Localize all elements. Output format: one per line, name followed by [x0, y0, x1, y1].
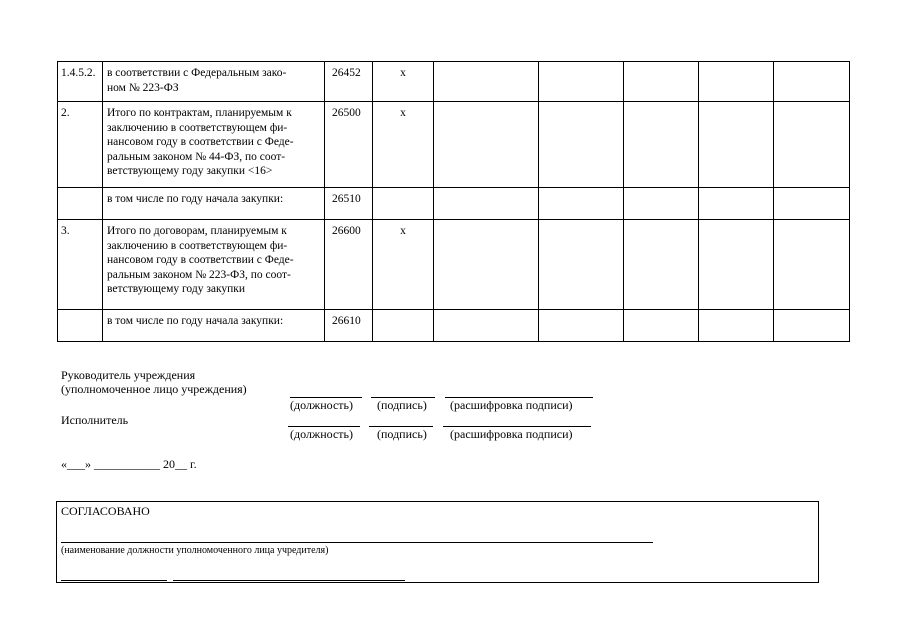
row-empty-cell — [699, 188, 774, 220]
row-description-line: ральным законом № 223-ФЗ, по соот- — [107, 268, 291, 281]
row-code-cell: 26500 — [325, 102, 373, 188]
row-code-cell: 26610 — [325, 310, 373, 342]
row-description-line: в том числе по году начала закупки: — [107, 193, 284, 205]
row-number-cell: 1.4.5.2. — [58, 62, 103, 102]
row-empty-cell — [624, 220, 699, 310]
row-mark-cell: x — [373, 102, 434, 188]
row-description-cell — [103, 310, 325, 342]
row-mark-cell: x — [373, 220, 434, 310]
row-description-cell — [103, 102, 325, 188]
row-empty-cell — [774, 62, 850, 102]
row-empty-cell — [434, 310, 539, 342]
row-description-line: ветствующему году закупки <16> — [107, 165, 273, 177]
row-mark-cell — [373, 310, 434, 342]
row-description-line: заключению в соответствующем фи- — [107, 121, 288, 134]
row-code-cell: 26600 — [325, 220, 373, 310]
approval-signature-line — [61, 580, 167, 581]
table-row — [58, 188, 850, 220]
row-description-line: ральным законом № 44-ФЗ, по соот- — [107, 150, 286, 163]
row-empty-cell — [699, 310, 774, 342]
head-position-caption: (должность) — [290, 398, 353, 412]
row-code-cell: 26452 — [325, 62, 373, 102]
approval-decoding-line — [173, 580, 405, 581]
table-row — [58, 62, 850, 102]
row-description-line: нансовом году в соответствии с Феде- — [107, 254, 294, 266]
row-empty-cell — [774, 220, 850, 310]
row-description-line: нансовом году в соответствии с Феде- — [107, 136, 294, 148]
approval-hint: (наименование должности уполномоченного лица учредителя) — [61, 545, 329, 556]
row-number-cell: 3. — [58, 220, 103, 310]
row-empty-cell — [774, 102, 850, 188]
table-row — [58, 310, 850, 342]
row-description-line: в соответствии с Федеральным зако- — [107, 67, 287, 79]
approval-box — [56, 501, 819, 583]
date-line: «___» ___________ 20__ г. — [61, 457, 197, 471]
approval-position-line — [61, 542, 653, 543]
row-empty-cell — [624, 62, 699, 102]
row-number-cell — [58, 188, 103, 220]
executor-label: Исполнитель — [61, 413, 129, 427]
row-empty-cell — [539, 220, 624, 310]
row-description-line: ном № 223-ФЗ — [107, 81, 179, 94]
row-empty-cell — [539, 188, 624, 220]
row-empty-cell — [539, 102, 624, 188]
row-empty-cell — [434, 188, 539, 220]
head-label-line2: (уполномоченное лицо учреждения) — [61, 382, 247, 396]
row-empty-cell — [699, 220, 774, 310]
head-label-line1: Руководитель учреждения — [61, 368, 196, 382]
plan-table-body — [58, 62, 850, 342]
row-code-cell: 26510 — [325, 188, 373, 220]
row-empty-cell — [699, 62, 774, 102]
row-empty-cell — [699, 102, 774, 188]
head-decoding-caption: (расшифровка подписи) — [450, 398, 573, 412]
row-empty-cell — [774, 188, 850, 220]
table-row — [58, 220, 850, 310]
row-empty-cell — [774, 310, 850, 342]
row-description-line: ветствующему году закупки — [107, 283, 246, 295]
row-description-line: в том числе по году начала закупки: — [107, 315, 284, 327]
row-description-cell — [103, 62, 325, 102]
plan-table — [57, 61, 850, 342]
row-number-cell: 2. — [58, 102, 103, 188]
row-description-cell — [103, 220, 325, 310]
row-empty-cell — [624, 102, 699, 188]
row-empty-cell — [539, 310, 624, 342]
row-empty-cell — [434, 62, 539, 102]
row-mark-cell: x — [373, 62, 434, 102]
row-empty-cell — [434, 102, 539, 188]
head-label — [61, 368, 247, 396]
approval-title: СОГЛАСОВАНО — [61, 504, 150, 518]
executor-signature-caption: (подпись) — [377, 427, 427, 441]
executor-decoding-caption: (расшифровка подписи) — [450, 427, 573, 441]
executor-position-caption: (должность) — [290, 427, 353, 441]
row-number-cell — [58, 310, 103, 342]
row-description-cell — [103, 188, 325, 220]
row-empty-cell — [434, 220, 539, 310]
row-description-line: Итого по контрактам, планируемым к — [107, 107, 292, 119]
table-row — [58, 102, 850, 188]
row-mark-cell — [373, 188, 434, 220]
row-empty-cell — [624, 310, 699, 342]
row-empty-cell — [624, 188, 699, 220]
head-signature-caption: (подпись) — [377, 398, 427, 412]
row-empty-cell — [539, 62, 624, 102]
row-description-line: Итого по договорам, планируемым к — [107, 225, 287, 237]
row-description-line: заключению в соответствующем фи- — [107, 239, 288, 252]
